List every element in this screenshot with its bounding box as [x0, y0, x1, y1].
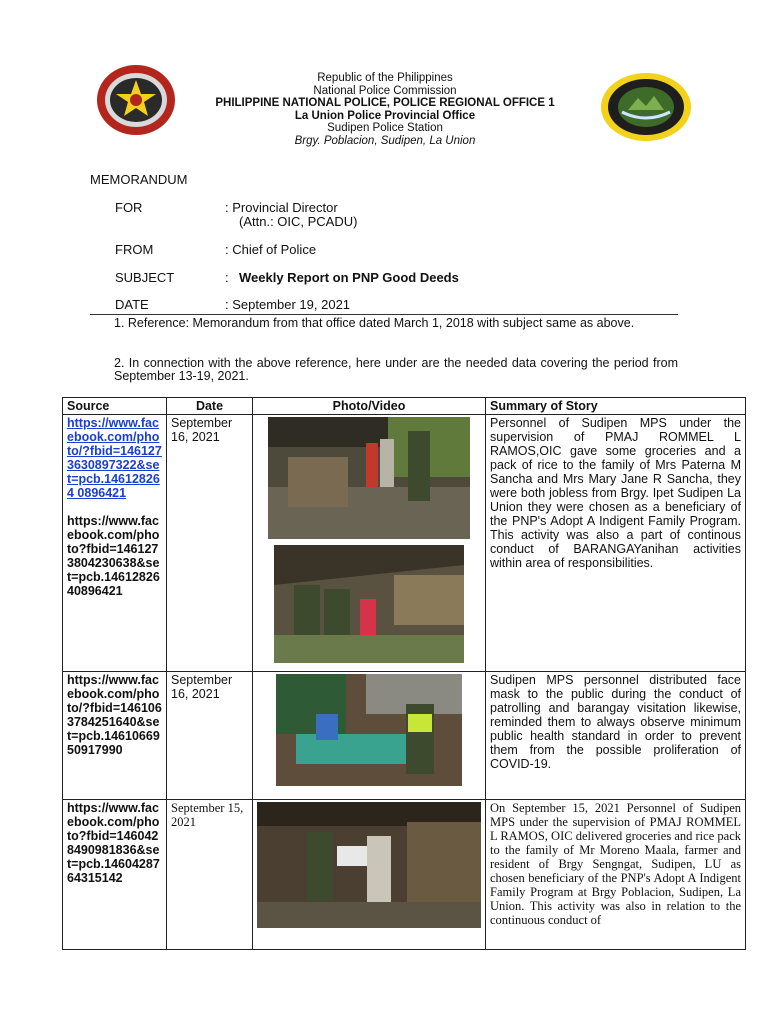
letterhead-address: Brgy. Poblacion, Sudipen, La Union — [294, 134, 476, 147]
table-header-row — [63, 398, 746, 415]
for-attention-value: (Attn.: OIC, PCADU) — [239, 214, 358, 229]
photo-face-mask-distribution — [276, 674, 462, 786]
summary-cell: Sudipen MPS personnel distributed face mask to the public during the conduct of patrolling and barangay visitation likewise, reminded them to always observe minimum public health standard in order to prevent them from the possible proliferation of COVID-19. — [486, 672, 746, 800]
source-link[interactable]: https://www.facebook.com/photo?fbid=1461273804230638&set=pcb.1461282640896421 — [67, 514, 160, 598]
letterhead-station: Sudipen Police Station — [327, 122, 443, 134]
letterhead-line: National Police Commission — [313, 84, 457, 97]
subject-label: SUBJECT — [115, 270, 175, 285]
table-row — [63, 672, 746, 800]
photo-grocery-handover — [268, 417, 470, 539]
photo-cell — [253, 672, 486, 800]
connection-paragraph — [90, 357, 678, 383]
source-link[interactable]: https://www.facebook.com/photo/?fbid=1461273630897322&set=pcb.146128264 0896421 — [67, 416, 162, 500]
photo-grocery-delivery — [257, 802, 481, 928]
memo-title: MEMORANDUM — [90, 172, 188, 187]
table-row — [63, 800, 746, 950]
reference-paragraph — [90, 317, 678, 330]
subject-colon: : — [225, 270, 229, 285]
source-link[interactable]: https://www.facebook.com/photo/?fbid=1461063784251640&set=pcb.1461066950917990 — [67, 673, 162, 757]
column-header-source: Source — [63, 398, 167, 415]
divider-line — [90, 314, 678, 315]
summary-cell: On September 15, 2021 Personnel of Sudipen MPS under the supervision of PMAJ ROMMEL L RAMOS, OIC delivered groceries and rice pack to the family of Mr Moreno Maala, farmer and resident of Brgy Sengngat, Sudipen, LU as chosen beneficiary of the PNP's Adopt A Indigent Family Program at Brgy Poblacion, Sudipen, La Union. This activity was also in relation to the continuous conduct of — [486, 800, 746, 950]
good-deeds-table — [62, 397, 746, 950]
for-value: : Provincial Director — [225, 200, 338, 215]
for-label: FOR — [115, 200, 143, 215]
subject-value: Weekly Report on PNP Good Deeds — [239, 270, 459, 285]
sudipen-police-station-seal-logo — [600, 72, 692, 142]
from-label: FROM — [115, 242, 154, 257]
source-cell — [63, 672, 167, 800]
letterhead-office: PHILIPPINE NATIONAL POLICE, POLICE REGIONAL OFFICE 1 — [215, 97, 555, 109]
date-label: DATE — [115, 297, 149, 312]
photo-grocery-handover-2 — [274, 545, 464, 663]
photo-cell — [253, 415, 486, 672]
source-link[interactable]: https://www.facebook.com/photo?fbid=1460428490981836&set=pcb.1460428764315142 — [67, 801, 160, 885]
source-cell — [63, 415, 167, 672]
paragraph-text: 1. Reference: Memorandum from that office dated March 1, 2018 with subject same as above. — [114, 316, 635, 330]
from-value: : Chief of Police — [225, 242, 317, 257]
letterhead-line: Republic of the Philippines — [317, 72, 453, 84]
date-value: : September 19, 2021 — [225, 297, 351, 312]
letterhead — [160, 72, 610, 147]
date-cell: September 15, 2021 — [167, 800, 253, 950]
photo-cell — [253, 800, 486, 950]
column-header-date: Date — [167, 398, 253, 415]
source-cell — [63, 800, 167, 950]
date-cell: September 16, 2021 — [167, 415, 253, 672]
paragraph-text: 2. In connection with the above reference, here under are the needed data covering the period from September 13-19, 2021. — [114, 356, 678, 383]
letterhead-provincial-office: La Union Police Provincial Office — [294, 109, 476, 122]
table-row — [63, 415, 746, 672]
date-cell: September 16, 2021 — [167, 672, 253, 800]
column-header-summary: Summary of Story — [486, 398, 746, 415]
column-header-photo-video: Photo/Video — [253, 398, 486, 415]
summary-cell: Personnel of Sudipen MPS under the supervision of PMAJ ROMMEL L RAMOS,OIC gave some groceries and a pack of rice to the family of Mrs Paterna M Sancha and Mrs Mary Jane R Sancha, they were both jobless from Brgy. Ipet Sudipen La Union they were chosen as a beneficiary of the PNP's Adopt A Indigent Family Program. This activity was also a part of continous conduct of BARANGAYanihan activities within area of responsibilities. — [486, 415, 746, 672]
